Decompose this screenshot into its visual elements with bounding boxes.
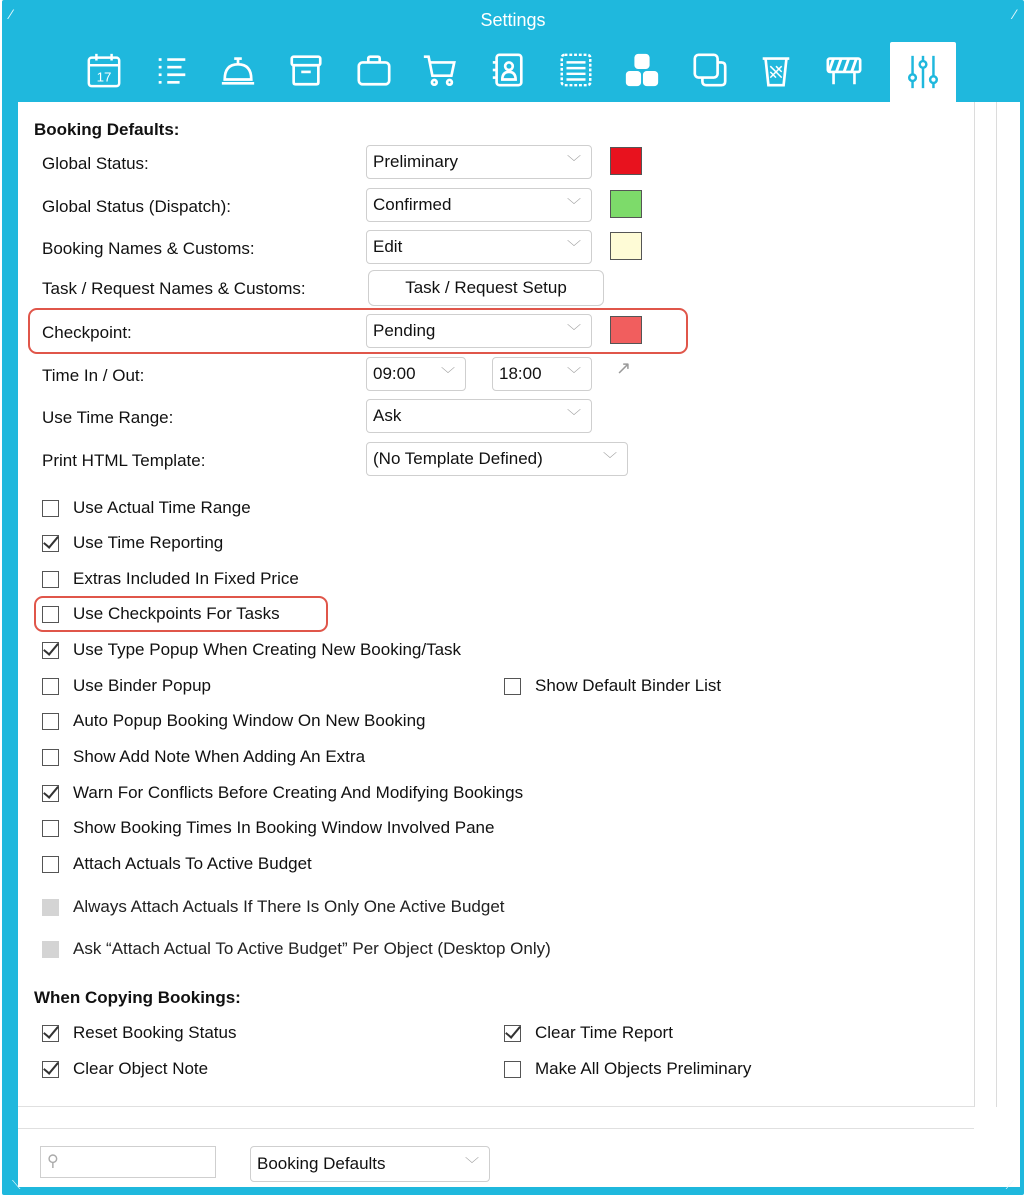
- resize-corner-top-left[interactable]: ⁄: [10, 6, 13, 22]
- print-template-label: Print HTML Template:: [42, 451, 206, 470]
- option-reset-booking-status[interactable]: Reset Booking Status: [42, 1023, 236, 1043]
- checkbox[interactable]: [42, 820, 59, 837]
- option-ask-attach-actual: Ask “Attach Actual To Active Budget” Per Object (Desktop Only): [42, 939, 551, 959]
- calendar-icon[interactable]: [82, 48, 126, 92]
- checkbox[interactable]: [504, 1061, 521, 1078]
- option-auto-popup-booking-window[interactable]: Auto Popup Booking Window On New Booking: [42, 711, 425, 731]
- booking-names-label: Booking Names & Customs:: [42, 239, 255, 258]
- checkbox[interactable]: [42, 713, 59, 730]
- option-use-type-popup[interactable]: Use Type Popup When Creating New Booking/Task: [42, 640, 461, 660]
- checkbox[interactable]: [42, 500, 59, 517]
- global-status-select[interactable]: Preliminary ﹀: [366, 145, 592, 179]
- task-request-setup-button[interactable]: Task / Request Setup: [368, 270, 604, 306]
- sliders-icon[interactable]: [890, 42, 956, 102]
- option-use-checkpoints-tasks[interactable]: Use Checkpoints For Tasks: [42, 604, 280, 624]
- global-status-dispatch-label: Global Status (Dispatch):: [42, 197, 231, 216]
- briefcase-icon[interactable]: [352, 48, 396, 92]
- chevron-down-icon: ﹀: [567, 239, 581, 255]
- chevron-down-icon: ﹀: [567, 366, 581, 382]
- window-title: Settings: [480, 10, 546, 30]
- settings-window: [2, 0, 1024, 1195]
- checkpoint-color[interactable]: [610, 316, 642, 344]
- search-icon: ⚲: [47, 1153, 59, 1170]
- option-show-add-note[interactable]: Show Add Note When Adding An Extra: [42, 747, 365, 767]
- section-select[interactable]: Booking Defaults ﹀: [250, 1146, 490, 1182]
- chevron-down-icon: ﹀: [465, 1156, 479, 1172]
- checkbox[interactable]: [42, 749, 59, 766]
- archive-box-icon[interactable]: [284, 48, 328, 92]
- checkbox[interactable]: [42, 856, 59, 873]
- checkbox[interactable]: [42, 606, 59, 623]
- chevron-down-icon: ﹀: [567, 323, 581, 339]
- option-warn-conflicts[interactable]: Warn For Conflicts Before Creating And Modifying Bookings: [42, 783, 523, 803]
- booking-names-color[interactable]: [610, 232, 642, 260]
- resize-corner-top-right[interactable]: ⁄: [1013, 6, 1016, 22]
- global-status-dispatch-color[interactable]: [610, 190, 642, 218]
- settings-content: [18, 102, 1020, 1187]
- option-attach-actuals[interactable]: Attach Actuals To Active Budget: [42, 854, 312, 874]
- search-field[interactable]: [40, 1146, 216, 1178]
- toolbar: [2, 40, 1024, 102]
- copy-icon[interactable]: [688, 48, 732, 92]
- chevron-down-icon: ﹀: [441, 366, 455, 382]
- chevron-down-icon: ﹀: [603, 451, 617, 467]
- use-time-range-label: Use Time Range:: [42, 408, 174, 427]
- time-in-out-label: Time In / Out:: [42, 366, 145, 385]
- section-divider: [18, 1106, 974, 1107]
- footer-divider: [18, 1128, 974, 1129]
- option-use-actual-time-range[interactable]: Use Actual Time Range: [42, 498, 251, 518]
- time-in-select[interactable]: 09:00 ﹀: [366, 357, 466, 391]
- barrier-icon[interactable]: [822, 48, 866, 92]
- option-show-default-binder-list[interactable]: Show Default Binder List: [504, 676, 721, 696]
- option-use-binder-popup[interactable]: Use Binder Popup: [42, 676, 211, 696]
- resize-corner-bottom-left[interactable]: ⟍: [12, 1178, 21, 1192]
- checkbox[interactable]: [42, 535, 59, 552]
- option-show-booking-times[interactable]: Show Booking Times In Booking Window Involved Pane: [42, 818, 494, 838]
- checkbox[interactable]: [42, 1061, 59, 1078]
- list-icon[interactable]: [150, 48, 194, 92]
- blocks-icon[interactable]: [620, 48, 664, 92]
- checklist-icon[interactable]: [554, 48, 598, 92]
- cart-icon[interactable]: [418, 48, 462, 92]
- checkbox[interactable]: [42, 1025, 59, 1042]
- option-use-time-reporting[interactable]: Use Time Reporting: [42, 533, 223, 553]
- use-time-range-select[interactable]: Ask ﹀: [366, 399, 592, 433]
- contacts-icon[interactable]: [486, 48, 530, 92]
- chevron-down-icon: ﹀: [567, 154, 581, 170]
- calendar-day: 17: [96, 69, 112, 85]
- service-bell-icon[interactable]: [216, 48, 260, 92]
- option-clear-time-report[interactable]: Clear Time Report: [504, 1023, 673, 1043]
- booking-defaults-heading: Booking Defaults:: [34, 120, 180, 139]
- booking-names-select[interactable]: Edit ﹀: [366, 230, 592, 264]
- option-extras-fixed-price[interactable]: Extras Included In Fixed Price: [42, 569, 299, 589]
- scroll-track[interactable]: [996, 102, 997, 1107]
- checkbox[interactable]: [42, 571, 59, 588]
- checkpoint-select[interactable]: Pending ﹀: [366, 314, 592, 348]
- chevron-down-icon: ﹀: [567, 408, 581, 424]
- resize-corner-bottom-right[interactable]: ⟋: [1005, 1178, 1014, 1192]
- print-template-select[interactable]: (No Template Defined) ﹀: [366, 442, 628, 476]
- checkpoint-label: Checkpoint:: [42, 323, 132, 342]
- option-clear-object-note[interactable]: Clear Object Note: [42, 1059, 208, 1079]
- open-external-icon[interactable]: ↗: [616, 358, 632, 378]
- checkbox[interactable]: [42, 785, 59, 802]
- global-status-color[interactable]: [610, 147, 642, 175]
- checkbox-disabled: [42, 941, 59, 958]
- copying-heading: When Copying Bookings:: [34, 988, 241, 1007]
- checkbox-disabled: [42, 899, 59, 916]
- checkbox[interactable]: [504, 678, 521, 695]
- checkbox[interactable]: [504, 1025, 521, 1042]
- option-make-all-preliminary[interactable]: Make All Objects Preliminary: [504, 1059, 751, 1079]
- search-input[interactable]: [69, 1151, 213, 1175]
- chevron-down-icon: ﹀: [567, 197, 581, 213]
- global-status-dispatch-select[interactable]: Confirmed ﹀: [366, 188, 592, 222]
- global-status-label: Global Status:: [42, 154, 149, 173]
- checkbox[interactable]: [42, 642, 59, 659]
- task-request-label: Task / Request Names & Customs:: [42, 279, 306, 298]
- time-out-select[interactable]: 18:00 ﹀: [492, 357, 592, 391]
- divider: [974, 102, 975, 1107]
- option-always-attach-actuals: Always Attach Actuals If There Is Only One Active Budget: [42, 897, 505, 917]
- checkbox[interactable]: [42, 678, 59, 695]
- trash-icon[interactable]: [754, 48, 798, 92]
